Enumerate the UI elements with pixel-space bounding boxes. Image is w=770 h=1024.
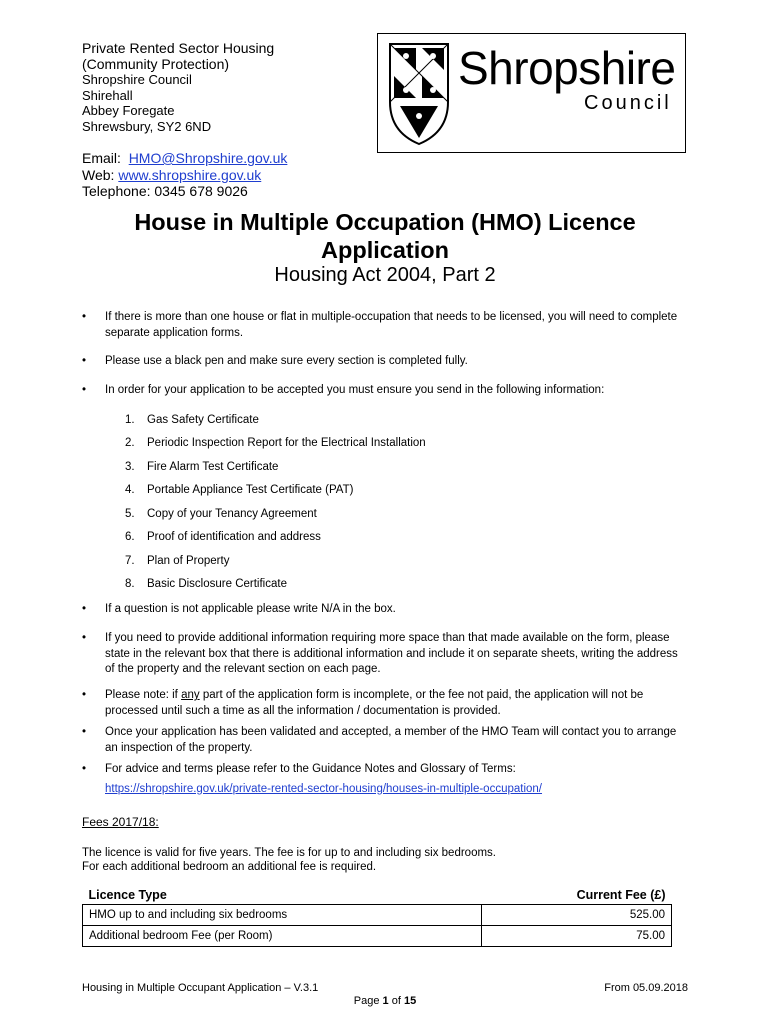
- list-item-text: If there is more than one house or flat in multiple-occupation that needs to be licensed, you will need to complete separate application forms.: [105, 311, 678, 339]
- fees-desc-line: The licence is valid for five years. The fee is for up to and including six bedrooms.: [82, 847, 496, 859]
- list-item-text: If you need to provide additional information requiring more space than that made available on the form, please state in the relevant box that there is additional information and include it on separate sheets, writing the address of the property and the relevant section on each page.: [105, 632, 678, 675]
- address-line: Shrewsbury, SY2 6ND: [82, 119, 212, 135]
- note-prefix: Please note: if: [105, 689, 182, 701]
- column-header-licence-type: Licence Type: [83, 886, 482, 905]
- table-row: [83, 926, 672, 947]
- page-of: of: [388, 995, 404, 1007]
- bullet-icon: •: [82, 355, 87, 367]
- item-text: Fire Alarm Test Certificate: [147, 461, 279, 473]
- email-link[interactable]: HMO@Shropshire.gov.uk: [128, 150, 288, 166]
- item-number: 8.: [125, 578, 135, 590]
- fees-description: [82, 846, 496, 874]
- address-line: Shropshire Council: [82, 72, 192, 87]
- list-item-text: Once your application has been validated and accepted, a member of the HMO Team will contact you to arrange an inspection of the property.: [105, 726, 677, 754]
- fee-cell: 75.00: [481, 926, 671, 947]
- item-number: 7.: [125, 555, 135, 567]
- item-text: Periodic Inspection Report for the Electrical Installation: [147, 437, 426, 449]
- item-number: 1.: [125, 414, 135, 426]
- item-text: Portable Appliance Test Certificate (PAT): [147, 484, 354, 496]
- list-item-text: [105, 762, 690, 797]
- guidance-text: For advice and terms please refer to the Guidance Notes and Glossary of Terms:: [105, 763, 516, 775]
- footer-date: From 05.09.2018: [604, 982, 688, 994]
- guidance-link[interactable]: https://shropshire.gov.uk/private-rented-sector-housing/houses-in-multiple-occupation/: [105, 782, 543, 795]
- page-title: [100, 208, 670, 264]
- item-number: 3.: [125, 461, 135, 473]
- item-number: 6.: [125, 531, 135, 543]
- address-line: (Community Protection): [82, 56, 230, 72]
- bullet-icon: •: [82, 689, 87, 701]
- address-line: Abbey Foregate: [82, 103, 175, 119]
- item-number: 4.: [125, 484, 135, 496]
- logo-wordmark: Shropshire: [458, 42, 676, 94]
- web-label: Web:: [82, 166, 115, 183]
- sender-address: [82, 40, 274, 135]
- total-pages: 15: [403, 995, 417, 1007]
- bullet-icon: •: [82, 603, 87, 615]
- crest-icon: [388, 42, 450, 146]
- list-item-text: If a question is not applicable please write N/A in the box.: [105, 603, 396, 615]
- bullet-icon: •: [82, 726, 87, 738]
- fee-cell: 525.00: [481, 905, 671, 926]
- title-line: Application: [321, 237, 449, 263]
- phone-line: Telephone: 0345 678 9026: [82, 183, 248, 199]
- emphasis-any: any: [181, 689, 200, 701]
- council-logo: [377, 33, 686, 153]
- bullet-icon: •: [82, 763, 87, 775]
- fees-heading: Fees 2017/18:: [82, 815, 159, 829]
- page-label: Page: [353, 995, 383, 1007]
- item-text: Plan of Property: [147, 555, 230, 567]
- footer-doc-version: Housing in Multiple Occupant Application – V.3.1: [82, 982, 319, 994]
- item-text: Basic Disclosure Certificate: [147, 578, 287, 590]
- email-line: [82, 150, 287, 167]
- item-text: Proof of identification and address: [147, 531, 321, 543]
- address-line: Private Rented Sector Housing: [82, 40, 275, 56]
- note-body: part of the application form is incomplete, or the fee not paid, the application will not be processed until such a time as all the information / documentation is provided.: [105, 689, 644, 717]
- contact-details: [82, 150, 287, 200]
- email-label: Email:: [82, 150, 121, 166]
- table-row: [83, 905, 672, 926]
- list-item-text: Please use a black pen and make sure every section is completed fully.: [105, 355, 468, 367]
- page-subtitle: Housing Act 2004, Part 2: [274, 264, 496, 286]
- bullet-icon: •: [82, 384, 87, 396]
- item-number: 5.: [125, 508, 135, 520]
- fees-table: [82, 886, 672, 947]
- page-number: [0, 995, 770, 1007]
- fees-desc-line: For each additional bedroom an additional fee is required.: [82, 861, 377, 873]
- current-page: 1: [382, 995, 389, 1007]
- title-line: House in Multiple Occupation (HMO) Licence: [134, 209, 636, 235]
- licence-type-cell: Additional bedroom Fee (per Room): [83, 926, 482, 947]
- item-text: Copy of your Tenancy Agreement: [147, 508, 317, 520]
- column-header-current-fee: Current Fee (£): [481, 886, 671, 905]
- web-link[interactable]: www.shropshire.gov.uk: [118, 166, 262, 183]
- bullet-icon: •: [82, 311, 87, 323]
- licence-type-cell: HMO up to and including six bedrooms: [83, 905, 482, 926]
- table-header-row: [83, 886, 672, 905]
- web-line: [82, 167, 287, 184]
- list-item-text: [105, 688, 690, 719]
- bullet-icon: •: [82, 632, 87, 644]
- address-line: Shirehall: [82, 87, 133, 103]
- item-text: Gas Safety Certificate: [147, 414, 259, 426]
- logo-wordmark-sub: Council: [584, 92, 672, 114]
- item-number: 2.: [125, 437, 135, 449]
- list-item-text: In order for your application to be accepted you must ensure you send in the following information:: [105, 384, 605, 396]
